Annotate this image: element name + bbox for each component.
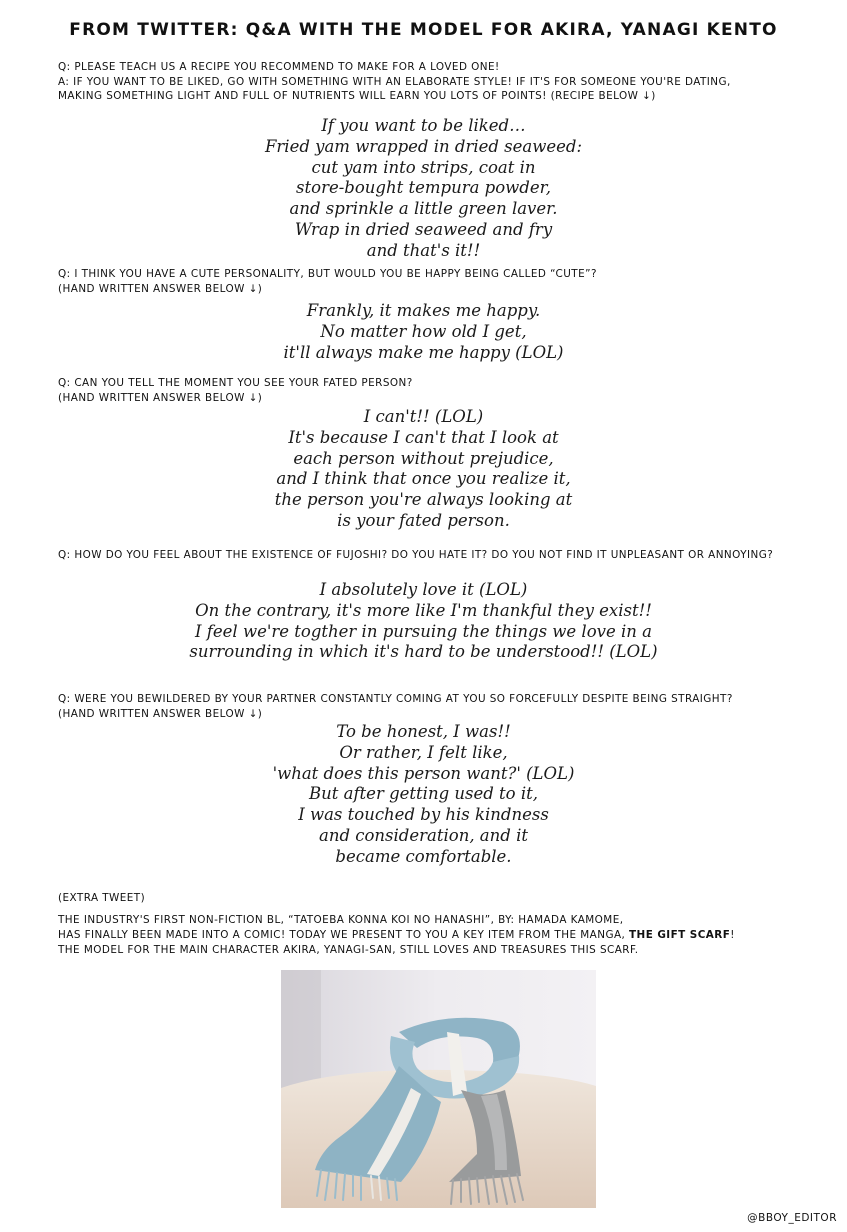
handwritten-line: I was touched by his kindness (298, 805, 549, 825)
question-5-text: Q: WERE YOU BEWILDERED BY YOUR PARTNER CONSTANTLY COMING AT YOU SO FORCEFULLY DESPITE BEING STRAIGHT? (58, 693, 733, 705)
handwritten-line: I feel we're togther in pursuing the things we love in a (195, 621, 652, 641)
question-1 (58, 60, 838, 104)
handwritten-answer-4 (0, 580, 847, 663)
handwritten-line: surrounding in which it's hard to be understood!! (LOL) (189, 642, 658, 662)
handwritten-line: and I think that once you realize it, (276, 469, 571, 489)
handwritten-line: 'what does this person want?' (LOL) (272, 763, 575, 783)
answer-1-intro-line-2: MAKING SOMETHING LIGHT AND FULL OF NUTRIENTS WILL EARN YOU LOTS OF POINTS! (RECIPE BELOW ↓) (58, 90, 656, 102)
extra-tweet (58, 913, 838, 958)
handwritten-line: became comfortable. (335, 846, 512, 866)
question-1-text: Q: PLEASE TEACH US A RECIPE YOU RECOMMEND TO MAKE FOR A LOVED ONE! (58, 61, 500, 73)
question-5-note: (HAND WRITTEN ANSWER BELOW ↓) (58, 707, 263, 720)
question-3-text: Q: CAN YOU TELL THE MOMENT YOU SEE YOUR FATED PERSON? (58, 377, 413, 389)
handwritten-line: and consideration, and it (318, 825, 528, 845)
handwritten-answer-1 (0, 116, 847, 262)
extra-line-2-end: ! (730, 929, 735, 941)
question-3-note: (HAND WRITTEN ANSWER BELOW ↓) (58, 391, 263, 404)
handwritten-line: and that's it!! (366, 240, 481, 260)
handwritten-line: it'll always make me happy (LOL) (283, 342, 564, 362)
handwritten-line: Frankly, it makes me happy. (306, 301, 541, 320)
question-2-text: Q: I THINK YOU HAVE A CUTE PERSONALITY, BUT WOULD YOU BE HAPPY BEING CALLED “CUTE”? (58, 268, 597, 280)
handwritten-answer-5 (0, 722, 847, 868)
question-2-note: (HAND WRITTEN ANSWER BELOW ↓) (58, 282, 263, 295)
extra-line-1: THE INDUSTRY'S FIRST NON-FICTION BL, “TATOEBA KONNA KOI NO HANASHI”, BY: HAMADA KAMOME, (58, 914, 624, 926)
handwritten-line: Fried yam wrapped in dried seaweed: (264, 136, 583, 156)
handwritten-line: each person without prejudice, (293, 448, 554, 468)
handwritten-answer-2 (0, 301, 847, 363)
question-3 (58, 376, 838, 405)
page-title: FROM TWITTER: Q&A WITH THE MODEL FOR AKIRA, YANAGI KENTO (69, 20, 778, 40)
credit-handle: @BBOY_EDITOR (747, 1212, 837, 1224)
question-2 (58, 267, 838, 296)
handwritten-line: It's because I can't that I look at (288, 427, 559, 447)
question-4-text: Q: HOW DO YOU FEEL ABOUT THE EXISTENCE OF FUJOSHI? DO YOU HATE IT? DO YOU NOT FIND IT UNPLEASANT OR ANNOYING? (58, 549, 774, 561)
handwritten-answer-3 (0, 407, 847, 532)
extra-line-2 (58, 928, 838, 943)
handwritten-line: If you want to be liked… (321, 116, 526, 135)
scarf-illustration (281, 970, 596, 1208)
extra-tweet-label: (EXTRA TWEET) (58, 892, 146, 904)
extra-line-3: THE MODEL FOR THE MAIN CHARACTER AKIRA, YANAGI-SAN, STILL LOVES AND TREASURES THIS SCARF. (58, 944, 639, 956)
question-4 (58, 548, 838, 563)
handwritten-line: I absolutely love it (LOL) (319, 580, 528, 599)
handwritten-line: No matter how old I get, (320, 321, 527, 341)
handwritten-line: I can't!! (LOL) (363, 407, 484, 426)
handwritten-line: Wrap in dried seaweed and fry (294, 219, 553, 239)
handwritten-line: Or rather, I felt like, (339, 742, 508, 762)
wall-shadow (281, 970, 321, 1090)
answer-1-intro-line-1: A: IF YOU WANT TO BE LIKED, GO WITH SOMETHING WITH AN ELABORATE STYLE! IF IT'S FOR SOMEONE YOU'RE DATING, (58, 75, 731, 88)
handwritten-line: On the contrary, it's more like I'm thankful they exist!! (195, 600, 652, 620)
handwritten-line: cut yam into strips, coat in (311, 157, 536, 177)
handwritten-line: But after getting used to it, (308, 784, 539, 804)
extra-line-2-start: HAS FINALLY BEEN MADE INTO A COMIC! TODAY WE PRESENT TO YOU A KEY ITEM FROM THE MANGA, (58, 929, 630, 941)
question-5 (58, 692, 838, 721)
handwritten-line: the person you're always looking at (274, 490, 573, 510)
handwritten-line: store-bought tempura powder, (296, 178, 551, 198)
scarf-photo (281, 970, 596, 1208)
handwritten-line: To be honest, I was!! (336, 722, 511, 741)
handwritten-line: and sprinkle a little green laver. (289, 199, 558, 219)
gift-scarf-emphasis: THE GIFT SCARF (629, 929, 731, 941)
handwritten-line: is your fated person. (337, 510, 510, 530)
